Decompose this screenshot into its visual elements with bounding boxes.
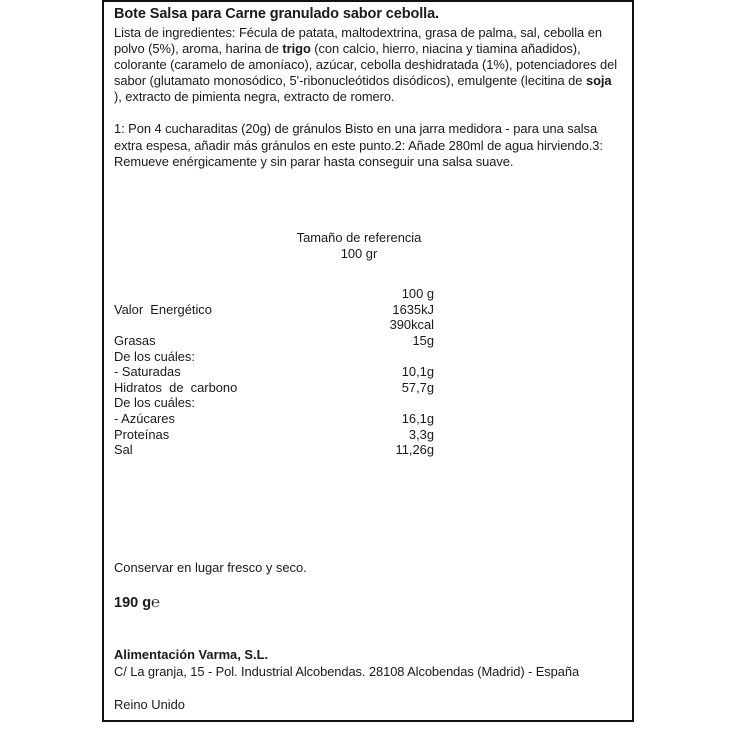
nutrient-label: Valor Energético [114,301,212,317]
nutrient-label: De los cuáles: [114,348,195,364]
estimated-sign-icon: ℮ [151,594,161,611]
storage-instructions: Conservar en lugar fresco y seco. [114,560,307,575]
ingredients-paragraph [114,25,622,105]
allergen-soja: soja [585,73,612,89]
net-weight-value: 190 g [114,595,152,611]
table-row [114,349,434,365]
table-row [114,380,434,396]
nutrient-label: Hidratos de carbono [114,379,238,395]
page-title: Bote Salsa para Carne granulado sabor cebolla. [114,6,439,22]
table-row [114,411,434,427]
nutrient-value: 3,3g [408,426,434,442]
nutrient-value [324,349,434,365]
nutrient-label: De los cuáles: [114,395,195,411]
nutrition-table-body [114,286,434,458]
allergen-trigo: trigo [282,41,311,57]
company-address: C/ La granja, 15 - Pol. Industrial Alcobendas. 28108 Alcobendas (Madrid) - España [114,664,580,679]
nutrient-value: 10,1g [401,364,434,380]
nutrition-facts-table [114,286,434,458]
nutrient-label [114,286,324,302]
nutrient-label: - Saturadas [114,364,181,380]
preparation-instructions: 1: Pon 4 cucharaditas (20g) de gránulos Bisto en una jarra medidora - para una salsa extra espesa, añadir más gránulos en este punto.2: Añade 280ml de agua hirviendo.3: Remueve enérgicamente y sin parar hasta conseguir una salsa suave. [114,121,603,169]
nutrient-label [114,317,324,333]
net-weight [114,594,160,612]
nutrient-label: Sal [114,442,133,458]
nutrition-information-block [114,230,626,458]
nutrient-value [324,395,434,411]
table-row-header [114,286,434,302]
table-row [114,427,434,443]
company-name: Alimentación Varma, S.L. [114,647,269,662]
nutrient-value: 15g [412,332,434,348]
product-label-panel [102,0,634,722]
table-row [114,317,434,333]
nutrient-value: 11,26g [395,442,434,458]
label-inner-content [104,2,632,720]
nutrient-value: 16,1g [401,410,434,426]
nutrient-label: Proteínas [114,426,170,442]
serving-size-header: Tamaño de referencia 100 gr [296,230,422,262]
table-row [114,333,434,349]
table-row [114,364,434,380]
table-row [114,302,434,318]
nutrient-label: Grasas [114,332,156,348]
ingredients-prefix: Lista de ingredientes: Fécula de patata, maltodextrina, grasa de palma, sal, cebolla en polvo (5%), aroma, harina de [114,25,602,57]
country-of-origin: Reino Unido [114,697,185,712]
nutrient-label: - Azúcares [114,410,175,426]
table-row [114,442,434,458]
nutrient-value: 390kcal [389,317,434,333]
nutrient-value: 1635kJ [392,301,434,317]
ingredients-middle: (con calcio, hierro, niacina y tiamina añadidos), colorante (caramelo de amoníaco), azúcar, cebolla deshidratada (1%), potenciadores del sabor (glutamato monosódico, 5'-ribonucleótidos disódicos), emulgente (lecitina de [114,41,618,89]
table-row [114,395,434,411]
ingredients-suffix: ), extracto de pimienta negra, extracto de romero. [114,89,395,105]
nutrient-value: 57,7g [401,379,434,395]
nutrition-column-header: 100 g [401,286,434,302]
